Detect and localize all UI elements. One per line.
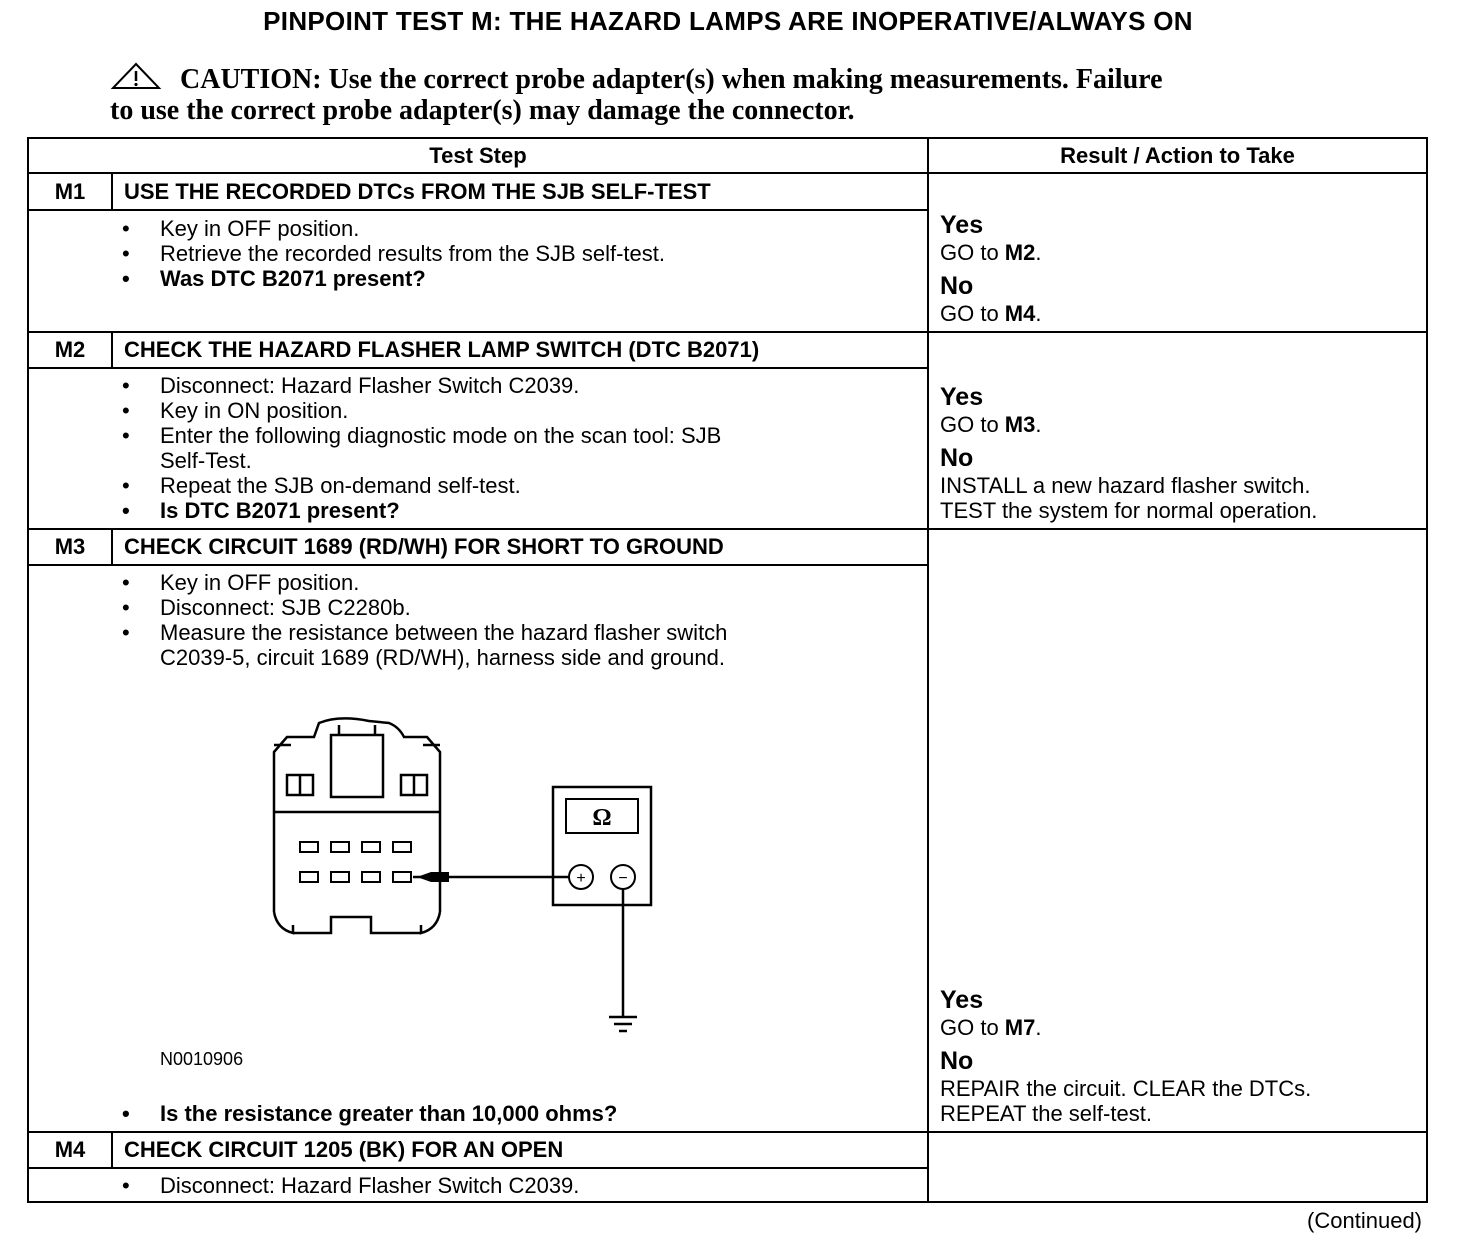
m3-yes-label: Yes [940,986,984,1014]
m3-yes-target: M7 [1004,1015,1036,1040]
caution-line1: Use the correct probe adapter(s) when making measurements. Failure [321,64,1163,95]
m1-row-rule [29,331,1426,333]
m4-bullet-1: • Disconnect: Hazard Flasher Switch C2039. [160,1173,579,1198]
m3-yes-pre: GO to [940,1015,1005,1040]
m3-bullet-1: • Key in OFF position. [160,570,359,595]
m3-yes-action [940,1015,1041,1040]
m1-no-action [940,301,1041,326]
step-heading-m1: USE THE RECORDED DTCs FROM THE SJB SELF-TEST [124,179,711,204]
m1-bullet-3: • Was DTC B2071 present? [160,266,426,291]
m2-no-label: No [940,444,974,472]
minus-terminal: − [618,870,628,887]
step-heading-m4: CHECK CIRCUIT 1205 (BK) FOR AN OPEN [124,1137,564,1162]
step-heading-m2: CHECK THE HAZARD FLASHER LAMP SWITCH (DTC B2071) [124,337,760,362]
header-test-step: Test Step [429,143,527,168]
m3-row-rule [29,1131,1426,1133]
caution-line2: to use the correct probe adapter(s) may damage the connector. [110,95,855,126]
m2-bullet-2: • Key in ON position. [160,398,348,423]
m3-no-action-1: REPAIR the circuit. CLEAR the DTCs. [940,1076,1312,1101]
page-title: PINPOINT TEST M: THE HAZARD LAMPS ARE INOPERATIVE/ALWAYS ON [263,6,1193,36]
id-divider-m4 [111,1132,113,1169]
m3-bullet-2: • Disconnect: SJB C2280b. [160,595,411,620]
m1-bullet-2: • Retrieve the recorded results from the SJB self-test. [160,241,665,266]
m2-bullet-5: • Is DTC B2071 present? [160,498,400,523]
m2-heading-rule [29,367,927,369]
m1-no-label: No [940,272,974,300]
id-divider-m3 [111,529,113,566]
m2-yes-label: Yes [940,383,984,411]
m2-bullet-3-cont: Self-Test. [160,448,252,473]
header-result: Result / Action to Take [1060,143,1295,168]
col-divider [927,139,929,1201]
m3-bullet-4: • Is the resistance greater than 10,000 ohms? [160,1101,617,1126]
id-divider-m2 [111,332,113,369]
figure-id: N0010906 [160,1049,244,1069]
m3-heading-rule [29,564,927,566]
header-rule [29,172,1426,174]
m3-yes-post: . [1035,1015,1042,1040]
m2-no-action-2: TEST the system for normal operation. [940,498,1318,523]
m1-no-post: . [1035,301,1042,326]
warning-triangle-icon [110,62,162,90]
m3-no-label: No [940,1047,974,1075]
m1-yes-label: Yes [940,211,984,239]
m3-bullet-3-cont: C2039-5, circuit 1689 (RD/WH), harness side and ground. [160,645,725,670]
connector-ohmmeter-diagram [269,717,669,1047]
ohmmeter [553,787,651,905]
continued-note: (Continued) [1307,1208,1422,1233]
m1-bullet-1: • Key in OFF position. [160,216,359,241]
caution-label: CAUTION: [180,64,322,95]
m3-bullet-3: • Measure the resistance between the hazard flasher switch [160,620,727,645]
m2-yes-pre: GO to [940,412,1005,437]
m1-yes-action [940,240,1041,265]
m2-no-action-1: INSTALL a new hazard flasher switch. [940,473,1311,498]
m1-no-pre: GO to [940,301,1005,326]
step-id-m2: M2 [54,337,86,362]
m2-bullet-4: • Repeat the SJB on-demand self-test. [160,473,521,498]
plus-terminal: + [576,870,586,887]
m1-no-target: M4 [1004,301,1036,326]
m1-yes-pre: GO to [940,240,1005,265]
ground-symbol [609,889,637,1031]
m2-row-rule [29,528,1426,530]
step-id-m3: M3 [54,534,86,559]
m2-yes-action [940,412,1041,437]
m1-heading-rule [29,209,927,211]
ohm-symbol: Ω [592,805,612,831]
m3-no-action-2: REPEAT the self-test. [940,1101,1152,1126]
m2-bullet-3: • Enter the following diagnostic mode on the scan tool: SJB [160,423,721,448]
caution-note [110,62,1350,126]
m2-yes-target: M3 [1004,412,1036,437]
m1-yes-post: . [1035,240,1042,265]
m4-heading-rule [29,1167,927,1169]
connector-c2039-drawing [274,718,440,933]
step-heading-m3: CHECK CIRCUIT 1689 (RD/WH) FOR SHORT TO GROUND [124,534,724,559]
m2-yes-post: . [1035,412,1042,437]
id-divider-m1 [111,174,113,211]
step-id-m1: M1 [54,179,86,204]
pinpoint-table [27,137,1428,1203]
m2-bullet-1: • Disconnect: Hazard Flasher Switch C2039. [160,373,579,398]
m1-yes-target: M2 [1004,240,1036,265]
step-id-m4: M4 [54,1137,86,1162]
